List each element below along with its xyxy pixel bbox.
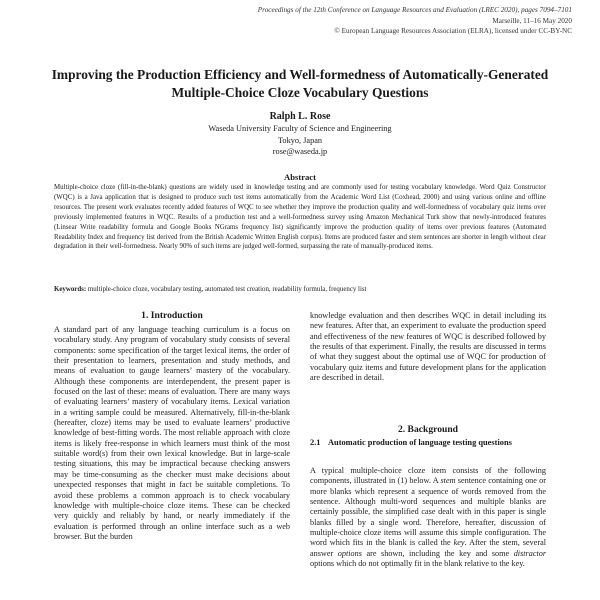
term-distractor: distractor (513, 548, 547, 558)
proceedings-header (232, 5, 572, 37)
text-segment: sentence containing one or more blanks which represent a sequence of words removed from the sentence. Although multi-word sequences and multiple blanks are certainly possible, the simplified case dealt with in this paper is single blanks filled by a single word. Therefore, hereafter, discussion of multiple-choice cloze items will assume this simple configuration. The word which fits in the blank is called the (310, 476, 546, 548)
author-location: Tokyo, Japan (277, 135, 323, 145)
subsection-title: Automatic production of language testing questions (328, 438, 512, 447)
location-line: Marseille, 11–16 May 2020 (492, 16, 572, 25)
keywords-text: multiple-choice cloze, vocabulary testing, automated test creation, readability formula, frequency list (87, 286, 367, 293)
copyright-line: © European Language Resources Association (ELRA), licensed under CC-BY-NC (334, 27, 572, 35)
keywords-label: Keywords: (54, 286, 87, 293)
term-options: options (337, 548, 362, 558)
author-block (150, 111, 450, 158)
section-1-text: A standard part of any language teaching curriculum is a focus on vocabulary study. Any program of vocabulary study consists of several components: some specification of the target lexical items, the order of their presentation to learners, presentation and study methods, and means of evaluation to gauge learners’ mastery of the vocabulary. Although these components are interdependent, the present paper is focused on the last of these: means of evaluation. There are many ways of evaluating learners’ mastery of vocabulary items. Lexical variation in a writing sample could be measured. Alternatively, fill-in-the-blank (hereafter, cloze) items may be used to evaluate learners’ productive knowledge of best-fitting words. The most reliable approach with cloze items is likely free-response in which learners must think of the most suitable word(s) from their own lexical knowledge. But in large-scale testing situations, this may be impractical because checking answers may be time-consuming as the checker must make decisions about unexpected responses that might in fact be suitable completions. To avoid these problems a common approach is to check vocabulary knowledge with multiple-choice cloze items. These can be checked very quickly and reliably by hand, or nearly immediately if the evaluation is performed through an online interface such as a web browser. But the burden (54, 325, 290, 541)
text-segment: are shown, including the key and some (361, 548, 514, 558)
section-2-1-text (310, 466, 546, 569)
keywords (54, 285, 554, 294)
abstract-text: Multiple-choice cloze (fill-in-the-blank) questions are widely used in knowledge testing and are commonly used for testing vocabulary knowledge. Word Quiz Constructor (WQC) is a Java application that is designed to produce such test items automatically from the Academic Word List (Coxhead, 2000) and using various online and offline resources. The present work evaluates recently added features of WQC to see whether they improve the production quality and well-formedness of vocabulary quiz items over previously implemented features in WQC. Results of a production test and a well-formedness survey using Amazon Mechanical Turk show that newly-introduced features (Linsear Write readability formula and Google Books NGrams frequency list) significantly improve the production quality of items over previous features (Automated Readability Index and frequency list derived from the British Academic Written English corpus). Items are produced faster and stem sentences are shorter in length without clear degradation in their well-formedness. Nearly 90% of such items are judged well-formed, surpassing the rate of manually-produced items. (54, 184, 546, 251)
abstract-heading: Abstract (284, 172, 316, 182)
subsection-2-1-heading (310, 438, 546, 448)
section-1-heading: 1. Introduction (141, 310, 203, 321)
term-key: key (453, 538, 465, 548)
author-name: Ralph L. Rose (269, 111, 331, 122)
right-column-continuation: knowledge evaluation and then describes WQC in detail including its new features. After that, an experiment to evaluate the production speed and effectiveness of the new features of WQC is described followed by the results of that experiment. Finally, the results are discussed in terms of what they suggest about the optimal use of WQC for production of vocabulary quiz items and future development plans for the application are described in detail. (310, 311, 546, 383)
term-stem: stem (440, 476, 456, 486)
author-email: rose@waseda.jp (272, 147, 328, 157)
subsection-number: 2.1 (310, 438, 321, 447)
text-segment: . After the stem, several answer (310, 538, 546, 558)
paper-title: Improving the Production Efficiency and Well-formedness of Automatically-Generated Multiple-Choice Cloze Vocabulary Questions (51, 67, 549, 100)
section-2-heading: 2. Background (397, 424, 459, 435)
text-segment: options which do not optimally fit in the blank relative to the key. (310, 559, 525, 569)
text-segment: A typical multiple-choice cloze item consists of the following components, illustrated in (1) below. A (310, 466, 546, 486)
author-affiliation: Waseda University Faculty of Science and Engineering (208, 124, 392, 134)
proceedings-line: Proceedings of the 12th Conference on Language Resources and Evaluation (LREC 2020), pages 7094–7101 (257, 6, 572, 14)
